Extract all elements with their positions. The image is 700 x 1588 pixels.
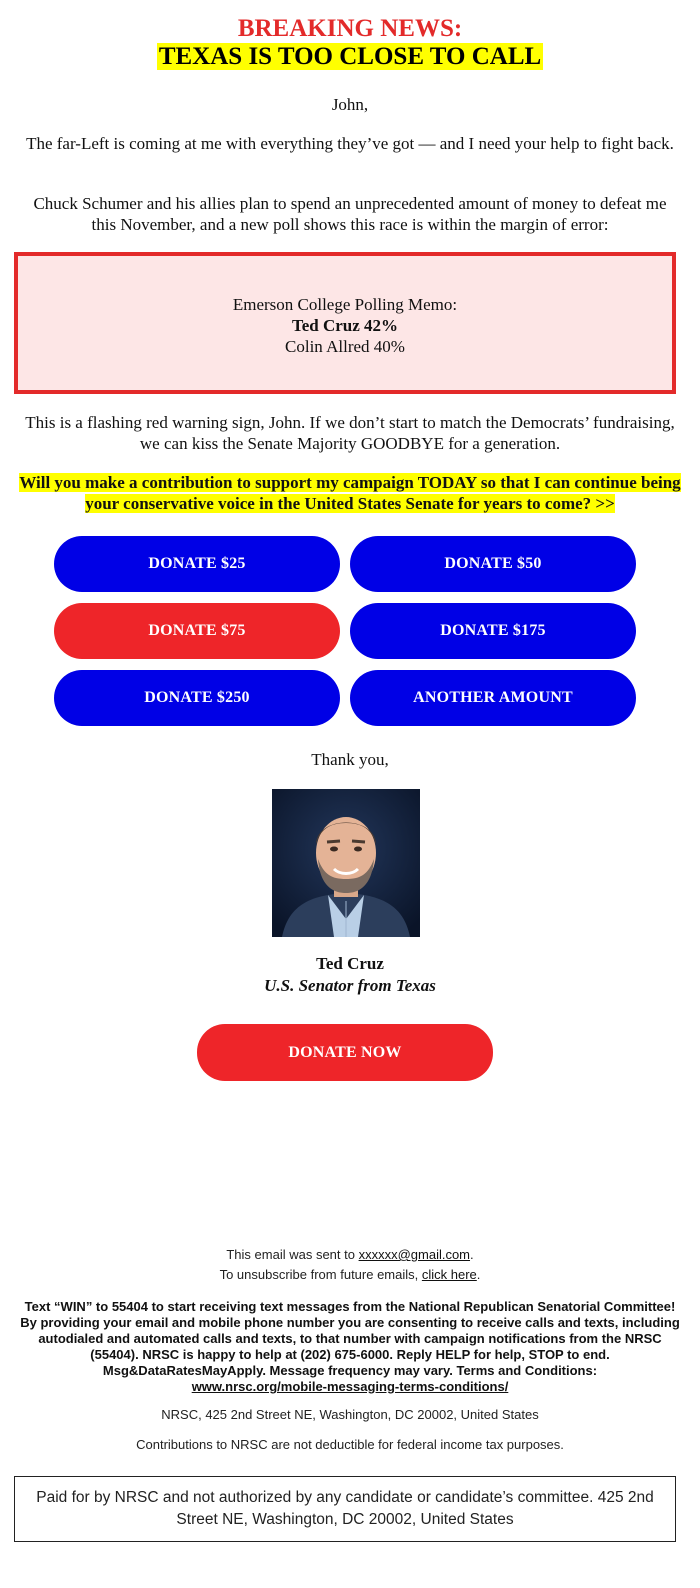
headline: [0, 42, 700, 75]
paid-for-disclaimer: Paid for by NRSC and not authorized by any candidate or candidate’s committee. 425 2nd Street NE, Washington, DC 20002, United States: [14, 1476, 676, 1542]
another-amount-button[interactable]: ANOTHER AMOUNT: [350, 670, 636, 726]
senator-portrait: [272, 789, 420, 937]
poll-cruz: Ted Cruz 42%: [291, 316, 399, 335]
donate-50-button[interactable]: DONATE $50: [350, 536, 636, 592]
greeting: John,: [331, 95, 369, 114]
donate-25-button[interactable]: DONATE $25: [54, 536, 340, 592]
paragraph-3: This is a flashing red warning sign, John. If we don’t start to match the Democrats’ fundraising, we can kiss the Senate Majority GOODBYE for a generation.: [25, 413, 675, 453]
paragraph-1: The far-Left is coming at me with everything they’ve got — and I need your help to fight back.: [26, 134, 674, 153]
contribution-ask[interactable]: Will you make a contribution to support my campaign TODAY so that I can continue being your conservative voice in the United States Senate for years to come? >>: [19, 473, 681, 513]
headline-text: TEXAS IS TOO CLOSE TO CALL: [158, 43, 542, 70]
sms-terms-link[interactable]: www.nrsc.org/mobile-messaging-terms-conditions/: [191, 1379, 509, 1394]
unsubscribe-link[interactable]: click here: [421, 1267, 477, 1282]
donate-now-button[interactable]: DONATE NOW: [197, 1024, 493, 1081]
postal-address: NRSC, 425 2nd Street NE, Washington, DC 20002, United States: [161, 1407, 539, 1422]
portrait-image: [272, 789, 420, 937]
paragraph-2: Chuck Schumer and his allies plan to spend an unprecedented amount of money to defeat me this November, and a new poll shows this race is within the margin of error:: [33, 194, 667, 234]
poll-title: Emerson College Polling Memo:: [232, 295, 458, 314]
sent-to-line: This email was sent to xxxxxx@gmail.com.: [226, 1247, 474, 1262]
signature-name: Ted Cruz: [316, 954, 384, 973]
unsubscribe-line: To unsubscribe from future emails, click here.: [219, 1267, 481, 1282]
signature-title: U.S. Senator from Texas: [264, 976, 436, 995]
poll-box: [14, 252, 676, 394]
donate-250-button[interactable]: DONATE $250: [54, 670, 340, 726]
poll-allred: Colin Allred 40%: [285, 337, 405, 356]
donate-75-button[interactable]: DONATE $75: [54, 603, 340, 659]
thank-you: Thank you,: [311, 750, 389, 769]
donate-175-button[interactable]: DONATE $175: [350, 603, 636, 659]
breaking-news-heading: BREAKING NEWS:: [237, 15, 463, 42]
sms-disclaimer: Text “WIN” to 55404 to start receiving text messages from the National Republican Senatorial Committee! By providing your email and mobile phone number you are consenting to receive calls and texts, including autodialed and automated calls and texts, to that number with campaign notifications from the NRSC (55404). NRSC is happy to help at (202) 675-6000. Reply HELP for help, STOP to end. Msg&DataRatesMayApply. Message frequency may vary. Terms and Conditions: www.nrsc.org/mobile-messaging-terms-conditions/: [20, 1299, 680, 1394]
tax-disclaimer: Contributions to NRSC are not deductible for federal income tax purposes.: [136, 1437, 564, 1452]
email-address-link[interactable]: xxxxxx@gmail.com: [358, 1247, 471, 1262]
